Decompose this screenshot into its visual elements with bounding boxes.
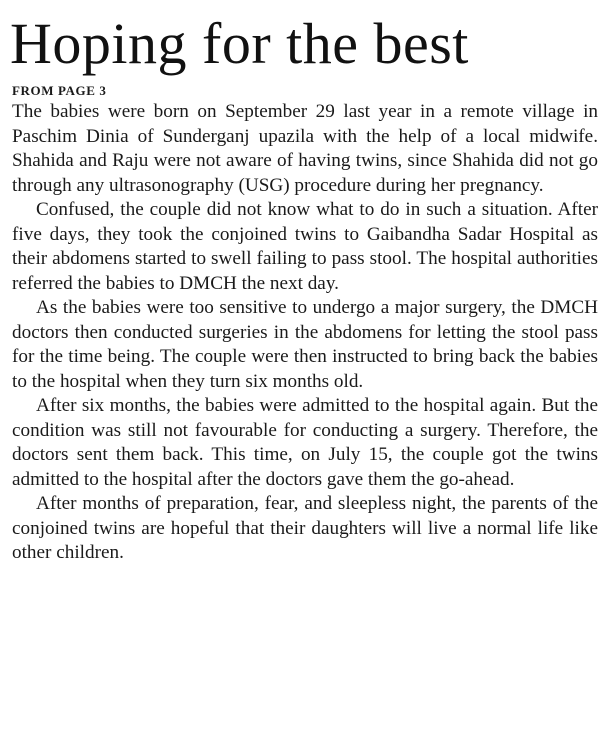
headline: Hoping for the best [10, 11, 469, 76]
paragraph-4: After six months, the babies were admitted to the hospital again. But the condition was still not favourable for conducting a surgery. Therefore, the doctors sent them back. This time, on July 15, the couple got the twins admitted to the hospital after the doctors gave them the go-ahead. [12, 395, 598, 490]
continued-from-label: FROM PAGE 3 [12, 83, 107, 98]
paragraph-3: As the babies were too sensitive to undergo a major surgery, the DMCH doctors then conducted surgeries in the abdomens for letting the stool pass for the time being. The couple were then instructed to bring back the babies to the hospital when they turn six months old. [12, 297, 598, 392]
paragraph-2: Confused, the couple did not know what to do in such a situation. After five days, they took the conjoined twins to Gaibandha Sadar Hospital as their abdomens started to swell failing to pass stool. The hospital authorities referred the babies to DMCH the next day. [12, 199, 598, 294]
paragraph-5: After months of preparation, fear, and sleepless night, the parents of the conjoined twins are hopeful that their daughters will live a normal life like other children. [12, 493, 598, 563]
news-article [10, 0, 602, 740]
paragraph-1: The babies were born on September 29 last year in a remote village in Paschim Dinia of Sunderganj upazila with the help of a local midwife. Shahida and Raju were not aware of having twins, since Shahida did not go through any ultrasonography (USG) procedure during her pregnancy. [12, 101, 598, 196]
article-body [12, 100, 598, 566]
